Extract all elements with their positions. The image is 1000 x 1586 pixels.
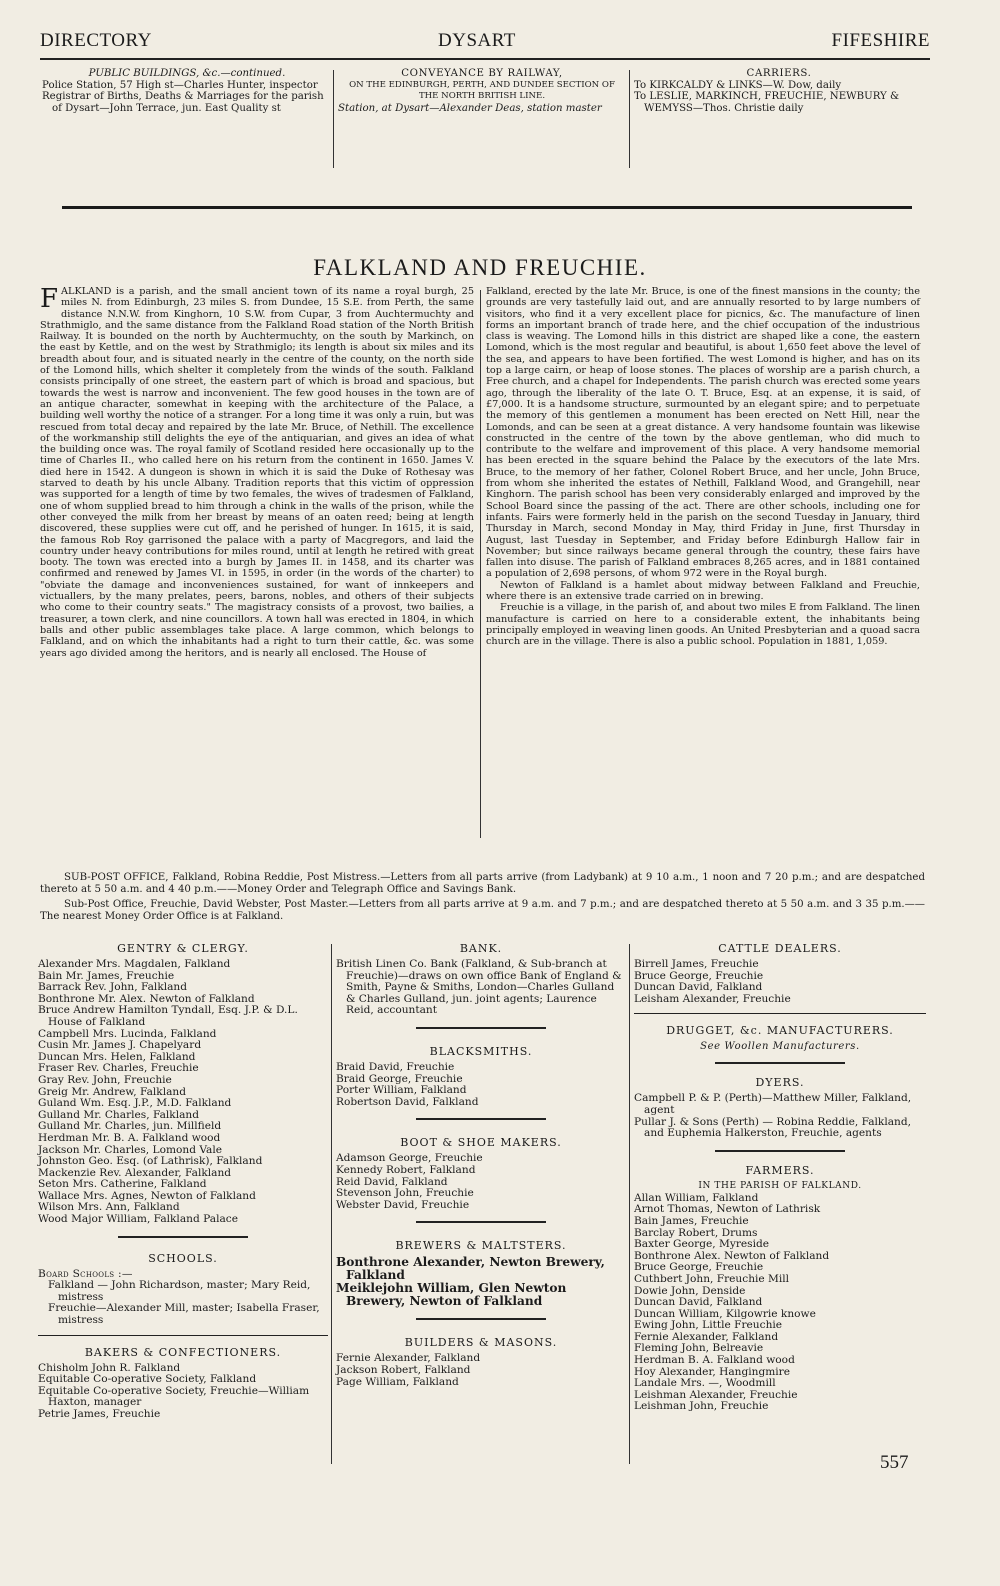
carrier-item-leslie: To LESLIE, MARKINCH, FREUCHIE, NEWBURY & WEMYSS—Thos. Christie daily xyxy=(634,91,900,114)
brewer-entry: Meiklejohn William, Glen Newton Brewery, Newton of Falkland xyxy=(336,1281,567,1309)
gentry-entry: Wallace Mrs. Agnes, Newton of Falkland xyxy=(38,1189,256,1202)
dyers-heading: DYERS. xyxy=(755,1076,805,1090)
brewer-entry: Bonthrone Alexander, Newton Brewery, Falkland xyxy=(336,1255,605,1283)
public-buildings-heading: PUBLIC BUILDINGS, &c.—continued. xyxy=(88,68,286,79)
gentry-entry: Mackenzie Rev. Alexander, Falkland xyxy=(38,1166,232,1179)
blacksmiths-heading: BLACKSMITHS. xyxy=(429,1044,533,1058)
farmer-entry: Fernie Alexander, Falkland xyxy=(634,1330,779,1343)
farmers-subheading: IN THE PARISH OF FALKLAND. xyxy=(698,1180,862,1191)
gentry-entry: Bain Mr. James, Freuchie xyxy=(38,969,175,982)
blacksmith-entry: Braid George, Freuchie xyxy=(336,1072,463,1085)
farmer-entry: Arnot Thomas, Newton of Lathrisk xyxy=(634,1203,821,1216)
gentry-rule xyxy=(118,1236,248,1238)
schools-label: Board Schools :— xyxy=(38,1267,133,1280)
farmer-entry: Landale Mrs. —, Woodmill xyxy=(634,1377,776,1390)
boot-heading: BOOT & SHOE MAKERS. xyxy=(400,1136,562,1150)
page-title: FALKLAND AND FREUCHIE. xyxy=(313,255,647,280)
farmer-entry: Barclay Robert, Drums xyxy=(634,1226,758,1239)
gentry-heading: GENTRY & CLERGY. xyxy=(117,942,249,955)
directory-column-2 xyxy=(336,942,626,1388)
farmer-entry: Allan William, Falkland xyxy=(634,1191,759,1204)
bakers-list xyxy=(38,1363,328,1421)
gentry-entry: Seton Mrs. Catherine, Falkland xyxy=(38,1178,207,1191)
header-rule xyxy=(40,58,930,60)
blacksmiths-rule xyxy=(416,1118,546,1120)
public-item-registrar: Registrar of Births, Deaths & Marriages for the parish of Dysart—John Terrace, jun. East Quality st xyxy=(42,91,324,114)
drugget-see-reference: See Woollen Manufacturers. xyxy=(700,1041,860,1053)
farmer-entry: Duncan William, Kilgowrie knowe xyxy=(634,1307,816,1320)
builder-entry: Page William, Falkland xyxy=(336,1375,459,1388)
gentry-entry: Gray Rev. John, Freuchie xyxy=(38,1073,172,1086)
drugget-rule xyxy=(715,1062,845,1064)
intro-left-column xyxy=(40,286,474,659)
cattle-dealer-entry: Leisham Alexander, Freuchie xyxy=(634,992,791,1005)
intro-right-column xyxy=(486,286,920,648)
top-divider-2 xyxy=(629,70,630,168)
carrier-item-kirkcaldy: To KIRKCALDY & LINKS—W. Dow, daily xyxy=(634,79,842,91)
post-office-falkland: SUB-POST OFFICE, Falkland, Robina Reddie, Post Mistress.—Letters from all parts arrive (from Ladybank) at 9 10 a.m., 1 noon and 7 20 p.m.; and are despatched thereto at 5 50 a.m. and 4 40 p.m.——Money Order and Telegraph Office and Savings Bank. xyxy=(40,872,925,895)
cattle-dealer-entry: Duncan David, Falkland xyxy=(634,981,763,994)
drugget-heading: DRUGGET, &c. MANUFACTURERS. xyxy=(666,1024,894,1038)
baker-entry: Chisholm John R. Falkland xyxy=(38,1361,181,1374)
drop-cap: F xyxy=(40,284,59,314)
blacksmiths-list xyxy=(336,1062,626,1108)
intro-paragraph-1 xyxy=(40,286,474,659)
newton-paragraph: Newton of Falkland is a hamlet about midway between Falkland and Freuchie, where there is an extensive trade carried on in brewing. xyxy=(486,579,920,603)
builders-list xyxy=(336,1353,626,1388)
farmer-entry: Bonthrone Alex. Newton of Falkland xyxy=(634,1249,830,1262)
intro-text-right: Falkland, erected by the late Mr. Bruce, is one of the finest mansions in the county; the grounds are very tastefully laid out, and are annually resorted to by large numbers of visitors, who find it a very excellent place for picnics, &c. The manufacture of linen forms an important branch of trade here, and the chief occupation of the industrious class is weaving. The Lomond hills in this district are shaped like a cone, the eastern Lomond, which is the most regular and beautiful, is about 1,650 feet above the level of the sea, and appears to have been fortified. The west Lomond is higher, and has on its top a large cairn, or heap of loose stones. The places of worship are a parish church, a Free church, and a chapel for Independents. The parish church was erected some years ago, through the liberality of the late O. T. Bruce, Esq. at an expense, it is said, of £7,000. It is a handsome structure, surmounted by an elegant spire; and to perpetuate the memory of this gentlemen a monument has been erected on Nett Hill, near the Lomonds, and can be seen at a great distance. A very handsome fountain was likewise constructed in the centre of the town by the above gentleman, who did much to contribute to the welfare and improvement of this place. A very handsome memorial has been erected in the square behind the Palace by the executors of the late Mrs. Bruce, to the memory of her father, Colonel Robert Bruce, and her uncle, John Bruce, from whom she inherited the estates of Nethill, Falkland Wood, and Grangehill, near Kinghorn. The parish school has been very considerably enlarged and improved by the School Board since the passing of the act. There are other schools, including one for infants. Fairs were formerly held in the parish on the second Tuesday in January, third Thursday in March, second Monday in May, third Friday in June, first Thursday in August, last Tuesday in September, and Friday before Edinburgh Hallow fair in November; but since railways became general through the country, these fairs have fallen into disuse. The parish of Falkland embraces 8,265 acres, and in 1881 contained a population of 2,698 persons, of whom 972 were in the Royal burgh. xyxy=(486,286,920,580)
gentry-entry: Campbell Mrs. Lucinda, Falkland xyxy=(38,1027,217,1040)
station-entry: Station, at Dysart—Alexander Deas, station master xyxy=(338,102,602,114)
post-office-freuchie: Sub-Post Office, Freuchie, David Webster, Post Master.—Letters from all parts arrive at 9 a.m. and 7 p.m.; and are despatched thereto at 5 50 a.m. and 3 35 p.m.——The nearest Money Order Office is at Falkland. xyxy=(40,899,925,922)
boot-maker-entry: Kennedy Robert, Falkland xyxy=(336,1163,476,1176)
gentry-entry: Greig Mr. Andrew, Falkland xyxy=(38,1085,187,1098)
farmer-entry: Leishman John, Freuchie xyxy=(634,1400,769,1413)
header-right: FIFESHIRE xyxy=(831,30,930,51)
farmer-entry: Hoy Alexander, Hangingmire xyxy=(634,1365,790,1378)
farmer-entry: Fleming John, Belreavie xyxy=(634,1342,764,1355)
running-header xyxy=(40,30,930,56)
cattle-heading: CATTLE DEALERS. xyxy=(718,942,842,955)
directory-column-1 xyxy=(38,942,328,1421)
farmer-entry: Duncan David, Falkland xyxy=(634,1296,763,1309)
brewers-rule xyxy=(416,1318,546,1320)
dyers-list xyxy=(634,1093,926,1139)
public-buildings-block xyxy=(42,68,332,114)
builders-heading: BUILDERS & MASONS. xyxy=(404,1336,558,1350)
brewers-list xyxy=(336,1256,626,1308)
carriers-heading: CARRIERS. xyxy=(746,68,812,79)
cattle-list xyxy=(634,959,926,1005)
intro-text-left: ALKLAND is a parish, and the small ancient town of its name a royal burgh, 25 miles N. from Edinburgh, 23 miles S. from Dundee, 15 S.E. from Perth, the same distance N.N.W. from Kinghorn, 10 S.W. from Cupar, 3 from Auchtermuchty and Strathmiglo, and the same distance from the Falkland Road station of the North British Railway. It is bounded on the north by Auchtermuchty, on the south by Markinch, on the east by Kettle, and on the west by Strathmiglo; its length is about six miles and its breadth about four, and is situated nearly in the centre of the county, on the north side of the Lomond hills, which shelter it completely from the winds of the south. Falkland consists principally of one street, the eastern part of which is broad and spacious, but towards the west is narrow and inconvenient. The few good houses in the town are of an antique character, somewhat in keeping with the architecture of the Palace, a building well worthy the notice of a stranger. For a long time it was only a ruin, but was rescued from total decay and repaired by the late Mr. Bruce, of Nethill. The excellence of the workmanship still delights the eye of the antiquarian, and gives an idea of what the building once was. The royal family of Scotland resided here occasionally up to the time of Charles II., who called here on his return from the continent in 1650. James V. died here in 1542. A dungeon is shown in which it is said the Duke of Rothesay was starved to death by his uncle Albany. Tradition reports that this victim of oppression was supported for a length of time by two females, the wives of tradesmen of Falkland, one of whom supplied bread to him through a chink in the walls of the prison, while the other conveyed the milk from her breast by means of an oaten reed; being at length discovered, these supplies were cut off, and he perished of hunger. In 1615, it is said, the famous Rob Roy garrisoned the palace with a party of Macgregors, and laid the country under heavy contributions for miles round, until at length he retired with great booty. The town was erected into a burgh by James II. in 1458, and its charter was confirmed and renewed by James VI. in 1595, in order (in the words of the charter) to "obviate the damage and inconveniences sustained, for want of innkeepers and victuallers, by the many prelates, peers, barons, nobles, and others of their subjects who come to their country seats." The magistracy consists of a provost, two bailies, a treasurer, a town clerk, and nine councillors. A town hall was erected in 1804, in which balls and other public assemblages take place. A large common, which belongs to Falkland, and on which the inhabitants had a right to turn their cattle, &c. was some years ago divided among the heritors, and is nearly all enclosed. The House of xyxy=(40,286,474,659)
schools-heading: SCHOOLS. xyxy=(148,1251,218,1265)
gentry-entry: Gulland Mr. Charles, Falkland xyxy=(38,1108,200,1121)
gentry-entry: Bonthrone Mr. Alex. Newton of Falkland xyxy=(38,992,255,1005)
section-rule xyxy=(62,206,912,209)
schools-rule xyxy=(38,1335,328,1336)
builder-entry: Jackson Robert, Falkland xyxy=(336,1363,471,1376)
bank-list xyxy=(336,959,626,1017)
bank-entry: British Linen Co. Bank (Falkland, & Sub-branch at Freuchie)—draws on own office Bank of England & Smith, Payne & Smiths, London—Charles Gulland & Charles Gulland, jun. joint agents; Laurence Reid, accountant xyxy=(336,958,622,1017)
bakers-heading: BAKERS & CONFECTIONERS. xyxy=(84,1345,282,1359)
gentry-entry: Herdman Mr. B. A. Falkland wood xyxy=(38,1131,221,1144)
gentry-entry: Wood Major William, Falkland Palace xyxy=(38,1213,238,1226)
farmer-entry: Herdman B. A. Falkland wood xyxy=(634,1354,795,1367)
baker-entry: Petrie James, Freuchie xyxy=(38,1408,161,1420)
baker-entry: Equitable Co-operative Society, Freuchie—William Haxton, manager xyxy=(38,1384,310,1409)
boot-maker-entry: Adamson George, Freuchie xyxy=(336,1152,483,1165)
directory-divider-2 xyxy=(629,944,630,1464)
boot-list xyxy=(336,1153,626,1211)
farmers-heading: FARMERS. xyxy=(745,1163,815,1177)
conveyance-block xyxy=(338,68,626,114)
gentry-entry: Gulland Mr. Charles, jun. Millfield xyxy=(38,1120,222,1133)
directory-column-3 xyxy=(634,942,926,1413)
conveyance-subheading: ON THE EDINBURGH, PERTH, AND DUNDEE SECTION OF THE NORTH BRITISH LINE. xyxy=(349,79,615,102)
public-item-police: Police Station, 57 High st—Charles Hunter, inspector xyxy=(42,79,318,91)
bank-heading: BANK. xyxy=(459,942,503,955)
blacksmith-entry: Porter William, Falkland xyxy=(336,1084,467,1097)
boot-maker-entry: Stevenson John, Freuchie xyxy=(336,1187,474,1200)
cattle-rule xyxy=(634,1013,926,1014)
farmers-list xyxy=(634,1193,926,1413)
gentry-entry: Cusin Mr. James J. Chapelyard xyxy=(38,1039,202,1052)
gentry-entry: Johnston Geo. Esq. (of Lathrisk), Falkland xyxy=(38,1155,263,1168)
gentry-entry: Fraser Rev. Charles, Freuchie xyxy=(38,1062,199,1075)
school-freuchie: Freuchie—Alexander Mill, master; Isabella Fraser, mistress xyxy=(48,1302,320,1327)
builder-entry: Fernie Alexander, Falkland xyxy=(336,1352,481,1365)
top-divider-1 xyxy=(333,70,334,168)
gentry-entry: Alexander Mrs. Magdalen, Falkland xyxy=(38,958,231,970)
farmer-entry: Ewing John, Little Freuchie xyxy=(634,1319,783,1332)
school-falkland: Falkland — John Richardson, master; Mary Reid, mistress xyxy=(48,1279,311,1303)
brewers-heading: BREWERS & MALTSTERS. xyxy=(395,1239,567,1253)
dyer-entry: Campbell P. & P. (Perth)—Matthew Miller, Falkland, agent xyxy=(634,1092,912,1116)
header-left: DIRECTORY xyxy=(40,30,152,51)
bank-rule xyxy=(416,1027,546,1029)
freuchie-paragraph: Freuchie is a village, in the parish of, and about two miles E from Falkland. The linen manufacture is carried on here to a considerable extent, the inhabitants being principally employed in weaving linen goods. An United Presbyterian and a quoad sacra church are in the village. There is also a public school. Population in 1881, 1,059. xyxy=(486,602,920,648)
farmer-entry: Baxter George, Myreside xyxy=(634,1238,770,1251)
gentry-list xyxy=(38,959,328,1226)
dyers-rule xyxy=(715,1150,845,1152)
blacksmith-entry: Braid David, Freuchie xyxy=(336,1060,455,1073)
farmer-entry: Bain James, Freuchie xyxy=(634,1214,749,1227)
schools-list xyxy=(38,1269,328,1327)
farmer-entry: Bruce George, Freuchie xyxy=(634,1261,764,1274)
page-number: 557 xyxy=(880,1452,909,1473)
gentry-entry: Duncan Mrs. Helen, Falkland xyxy=(38,1050,196,1063)
header-center: DYSART xyxy=(438,30,516,51)
baker-entry: Equitable Co-operative Society, Falkland xyxy=(38,1373,257,1386)
gentry-entry: Barrack Rev. John, Falkland xyxy=(38,981,188,994)
blacksmith-entry: Robertson David, Falkland xyxy=(336,1095,479,1108)
boot-maker-entry: Reid David, Falkland xyxy=(336,1175,448,1188)
intro-divider xyxy=(480,290,481,838)
gentry-entry: Bruce Andrew Hamilton Tyndall, Esq. J.P. & D.L. House of Falkland xyxy=(38,1004,298,1028)
boot-maker-entry: Webster David, Freuchie xyxy=(336,1198,470,1211)
gentry-entry: Guland Wm. Esq. J.P., M.D. Falkland xyxy=(38,1097,232,1110)
dyer-entry: Pullar J. & Sons (Perth) — Robina Reddie, Falkland, and Euphemia Halkerston, Freuchie, agents xyxy=(634,1115,912,1140)
gentry-entry: Wilson Mrs. Ann, Falkland xyxy=(38,1201,180,1214)
farmer-entry: Cuthbert John, Freuchie Mill xyxy=(634,1272,790,1285)
cattle-dealer-entry: Birrell James, Freuchie xyxy=(634,958,759,970)
farmer-entry: Dowie John, Denside xyxy=(634,1284,746,1297)
farmer-entry: Leishman Alexander, Freuchie xyxy=(634,1388,798,1401)
cattle-dealer-entry: Bruce George, Freuchie xyxy=(634,969,764,982)
post-office-block xyxy=(40,872,925,923)
carriers-block xyxy=(634,68,924,114)
directory-divider-1 xyxy=(331,944,332,1464)
conveyance-heading: CONVEYANCE BY RAILWAY, xyxy=(401,68,563,79)
boot-rule xyxy=(416,1221,546,1223)
gentry-entry: Jackson Mr. Charles, Lomond Vale xyxy=(38,1143,222,1156)
